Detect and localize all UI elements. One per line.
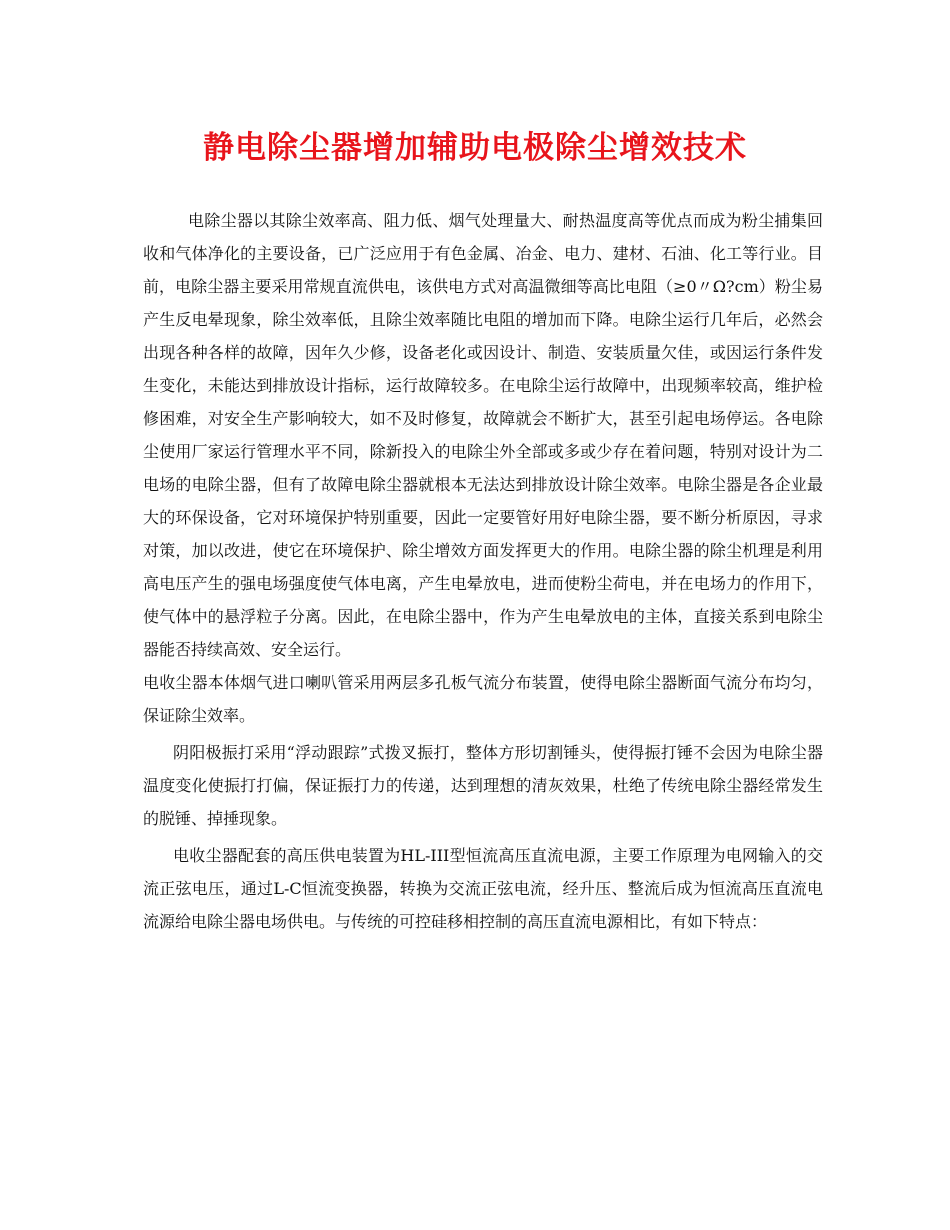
paragraph-airflow: 电收尘器本体烟气进口喇叭管采用两层多孔板气流分布装置，使得电除尘器断面气流分布均匀，保证除尘效率。 bbox=[143, 673, 823, 725]
document-title: 静电除尘器增加辅助电极除尘增效技术 bbox=[203, 130, 747, 166]
paragraph-rapping: 阴阳极振打采用“浮动跟踪”式拨叉振打，整体方形切割锤头，使得振打锤不会因为电除尘器温度变化使振打打偏，保证振打力的传递，达到理想的清灰效果，杜绝了传统电除尘器经常发生的脱锤、掉捶现象。 bbox=[143, 743, 823, 828]
document-body bbox=[143, 204, 823, 938]
paragraph-power-supply: 电收尘器配套的高压供电装置为HL-III型恒流高压直流电源，主要工作原理为电网输入的交流正弦电压，通过L-C恒流变换器，转换为交流正弦电流，经升压、整流后成为恒流高压直流电流源给电除尘器电场供电。与传统的可控硅移相控制的高压直流电源相比，有如下特点： bbox=[143, 846, 823, 931]
paragraph-intro: 电除尘器以其除尘效率高、阻力低、烟气处理量大、耐热温度高等优点而成为粉尘捕集回收和气体净化的主要设备，已广泛应用于有色金属、冶金、电力、建材、石油、化工等行业。目前，电除尘器主要采用常规直流供电，该供电方式对高温微细等高比电阻（≥0〃Ω?cm）粉尘易产生反电晕现象，除尘效率低，且除尘效率随比电阻的增加而下降。电除尘运行几年后，必然会出现各种各样的故障，因年久少修，设备老化或因设计、制造、安装质量欠佳，或因运行条件发生变化，未能达到排放设计指标，运行故障较多。在电除尘运行故障中，出现频率较高，维护检修困难，对安全生产影响较大，如不及时修复，故障就会不断扩大，甚至引起电场停运。各电除尘使用厂家运行管理水平不同，除新投入的电除尘外全部或多或少存在着问题，特别对设计为二电场的电除尘器，但有了故障电除尘器就根本无法达到排放设计除尘效率。电除尘器是各企业最大的环保设备，它对环境保护特别重要，因此一定要管好用好电除尘器，要不断分析原因，寻求对策，加以改进，使它在环境保护、除尘增效方面发挥更大的作用。电除尘器的除尘机理是利用高电压产生的强电场强度使气体电离，产生电晕放电，进而使粉尘荷电，并在电场力的作用下，使气体中的悬浮粒子分离。因此，在电除尘器中，作为产生电晕放电的主体，直接关系到电除尘器能否持续高效、安全运行。 bbox=[143, 211, 823, 659]
